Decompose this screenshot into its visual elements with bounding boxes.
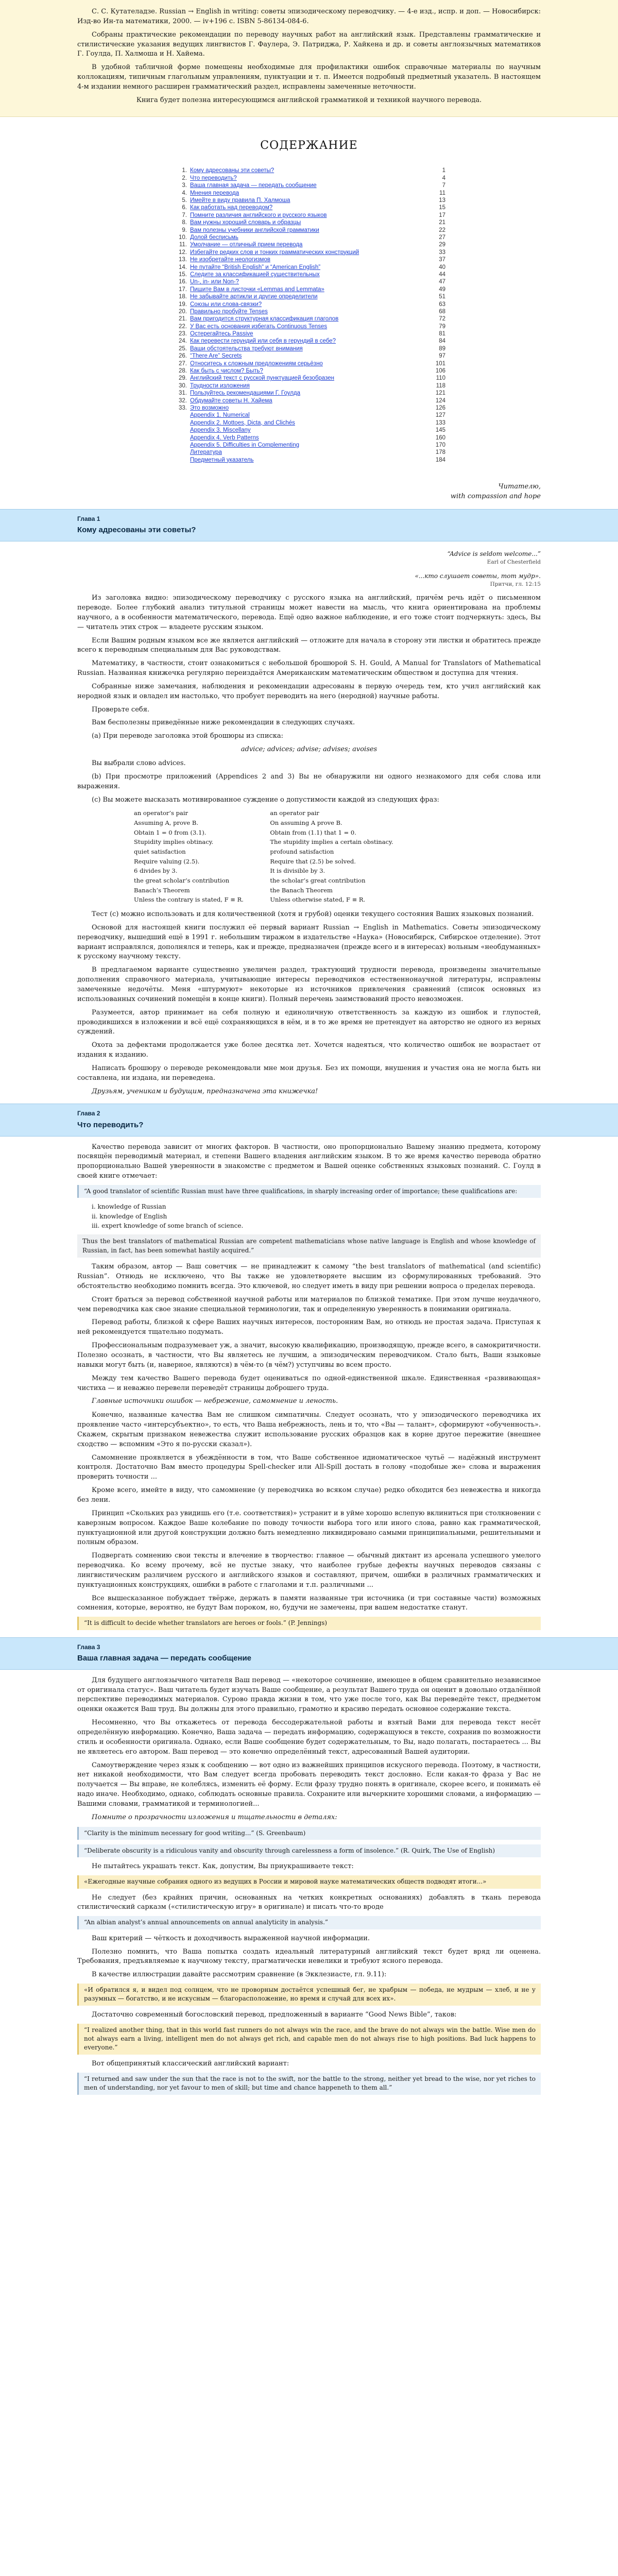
toc-entry (173, 219, 445, 226)
toc-entry-page: 101 (435, 360, 445, 367)
summary-paragraph: Книга будет полезна интересующимся английской грамматикой и техникой научного перевода. (136, 96, 482, 104)
toc-entry-number: 2. (182, 175, 187, 181)
paragraph: Тест (c) можно использовать и для количественной (хотя и грубой) оценки текущего состояния Ваших языковых познаний. (92, 910, 534, 919)
toc-entry-link[interactable]: Мнения перевода (190, 190, 239, 196)
word-options: advice; advices; advise; advises; avoises (241, 745, 377, 754)
toc-entry-page: 170 (435, 442, 445, 448)
toc-entry-page: 121 (435, 390, 445, 397)
toc-entry-link[interactable]: Ваша главная задача — передать сообщение (190, 182, 317, 189)
paragraph: Кроме всего, имейте в виду, что самомнение (у переводчика во всяком случае) редко обходится без невежества и никогда без лени. (77, 1486, 541, 1504)
toc-entry (173, 278, 445, 285)
epigraph (77, 572, 541, 589)
chapter-title: Что переводить? (77, 1120, 144, 1129)
toc-entry-link[interactable]: У Вас есть основания избегать Continuous Tenses (190, 323, 328, 330)
toc-entry (173, 315, 445, 323)
paragraph: Между тем качество Вашего перевода будет оцениваться по одной-единственной шкале. Единственная «развивающая» чистиха — и неважно перевели переведёт страницы доброшего труда. (77, 1374, 541, 1392)
toc-entry-link[interactable]: Не изобретайте неологизмов (190, 257, 270, 263)
chapter-number: Глава 3 (77, 1643, 100, 1651)
quote-box: “A good translator of scientific Russian must have three qualifications, in sharply increasing order of importance; these qualifications are: (77, 1185, 541, 1198)
table-cell: Obtain from (1.1) that 1 = 0. (270, 828, 356, 836)
toc-entry-number: 9. (182, 227, 187, 233)
bibliographic-reference: С. С. Кутателадзе. Russian → English in writing: советы эпизодическому переводчику. — 4-е изд., испр. и доп. — Новосибирск: Изд-во Ин-та математики, 2000. — iv+196 с. ISBN 5-86134-084-6. (77, 8, 541, 25)
summary-paragraph: Собраны практические рекомендации по переводу научных работ на английский язык. Представлены грамматические и стилистические указания ведущих лингвистов Г. Фаулера, Э. Патриджа, Р. Хайкена и др. и советы англоязычных математиков Г. Гоулда, П. Халмоша и Н. Хайема. (77, 30, 541, 58)
paragraph: Конечно, названные качества Вам не слишком симпатичны. Следует осознать, что у эпизодического переводчика их проявление часто «интерсубъектно», то есть, что Ваша небрежность, лень и то, что «Вы — талант», сформируют «обученность». Скажем, скрытым признаком невежества служит использование русских образцов как в корне другое пережитие (внешнее сходство — вспомним «Это я по-русски сказал»). (77, 1411, 541, 1448)
toc-entry-link[interactable]: Правильно пробуйте Tenses (190, 308, 268, 315)
toc-entry-page: 118 (436, 382, 445, 389)
toc-entry-link[interactable]: “There Are” Secrets (190, 353, 242, 360)
toc-entry-number: 1. (182, 167, 187, 174)
toc-entry-number: 29. (179, 375, 187, 382)
toc-entry (173, 256, 445, 263)
toc-entry (173, 264, 445, 271)
paragraph: Подвергать сомнению свои тексты и влечение в творчество: главное — обычный диктант из арсенала успешного умелого переводчика. Ко всему прочему, всё не пустые знаку, что наиболее грубые дефекты научных переводов связаны с лингвистическим различием русского и английского языков и составляют, причем, ошибки в различных грамматических и пунктуационных конструкциях, ошибки в работе с глаголами и т.п. различными ... (77, 1552, 541, 1589)
toc-entry-page: 160 (435, 434, 445, 441)
toc-entry-link[interactable]: Appendix 4. Verb Patterns (190, 434, 259, 441)
toc-entry-link[interactable]: Appendix 2. Mottoes, Dicta, and Clichés (190, 419, 295, 426)
toc-entry-link[interactable]: Кому адресованы эти советы? (190, 167, 274, 174)
toc-entry-number: 26. (179, 353, 187, 360)
toc-entry-page: 37 (439, 257, 445, 263)
quote-box: “I realized another thing, that in this world fast runners do not always win the race, and the brave do not always win the battle. Wise men do not always earn a living, intelligent men do not always get rich, and capable men do not always rise to high positions. Bad luck happens to everyone.” (77, 2024, 541, 2055)
dedication-line: with compassion and hope (450, 492, 541, 500)
list-item: ii. knowledge of English (92, 1212, 167, 1220)
toc-entry (173, 271, 445, 278)
toc-entry-number: 30. (179, 382, 187, 389)
toc-entry-number: 23. (179, 331, 187, 337)
toc-entry-number: 33. (179, 404, 187, 411)
toc-entry-number: 12. (179, 249, 187, 256)
toc-entry-link[interactable]: Пишите Вам в листочки «Lemmas and Lemmata» (190, 286, 324, 293)
paragraph: Несомненно, что Вы откажетесь от перевода бессодержательной работы и взятый Вами для перевода текст несёт определённую информацию. Конечно, Ваша задача — передать информацию, содержащуюся в тексте, сохранив по возможности стиль и особенности оригинала. Однако, если Ваше сообщение будет содержательным, то Вы, надо полагать, постараетесь ... Вы не являетесь его автором. Ваш перевод — это конечно определённый текст, адресованный Вашей аудитории. (77, 1719, 541, 1756)
chapter-number: Глава 1 (77, 515, 100, 522)
quote-continuation: Thus the best translators of mathematical Russian are competent mathematicians whose native language is English and whose knowledge of Russian, in fact, has been somewhat hastily acquired.” (77, 1234, 541, 1258)
toc-entry (173, 330, 445, 337)
table-cell: It is divisible by 3. (270, 867, 325, 875)
toc-entry-page: 178 (435, 449, 445, 456)
toc-entry (173, 434, 445, 442)
toc-entry (173, 323, 445, 330)
toc-entry (173, 293, 445, 300)
paragraph: Вы выбрали слово advices. (92, 759, 186, 767)
toc-entry-link[interactable]: Относитесь к сложным предложениям серьёзно (190, 360, 323, 367)
table-cell: Require valuing (2.5). (134, 857, 200, 865)
toc-entry-link[interactable]: Appendix 3. Miscellany (190, 427, 251, 434)
toc-entry (173, 456, 445, 464)
toc-entry-link[interactable]: Имейте в виду правила П. Халмоша (190, 197, 290, 204)
paragraph: Принцип «Скольких раз увидишь его (т.е. соответствия)» устранит и в уйме хорошо вслепую вклиниться при столкновении с каверзным вопросом. Каждое Ваше колебание по поводу точности выбора того или иного слова, равно как грамматической, пунктуационной или другой конструкции должно быть немедленно ликвидировано самыми принципиальными, решительными и полным образом. (77, 1509, 541, 1547)
toc-entry-link[interactable]: Остерегайтесь Passive (190, 331, 253, 337)
paragraph: Ваш критерий — чёткость и доходчивость выраженной научной информации. (92, 1934, 370, 1942)
toc-entry (173, 389, 445, 397)
table-row (134, 837, 422, 847)
quote-box: “Deliberate obscurity is a ridiculous vanity and obscurity through carelessness a form of insolence.” (R. Quirk, The Use of English) (77, 1844, 541, 1857)
paragraph: Из заголовка видно: эпизодическому переводчику с русского языка на английский, причём речь идёт о письменном переводе. Более глубокий анализ титульной страницы может навести на мысль, что книга ориентирована на проблемы научного, а в особенности математического, перевода. Ещё одно важное наблюдение, и его тоже стоит подчеркнуть: здесь, Вы — читатель этих строк — владеете русским языком. (77, 594, 541, 631)
quote-box: “It is difficult to decide whether translators are heroes or fools.” (P. Jennings) (77, 1617, 541, 1630)
toc-entry (173, 234, 445, 241)
paragraph: Самомнение проявляется в убеждённости в том, что Ваше собственное идиоматическое чутьё — надёжный инструмент контроля. Достаточно Вам вместо процедуры Spell-checker или All-Spill достать в голову «подобные же» слова и выражения проверить точности ... (77, 1453, 541, 1481)
toc-entry-link[interactable]: Долой бесписьмь (190, 234, 238, 241)
toc-entry-page: 110 (436, 375, 445, 382)
table-row (134, 866, 422, 876)
toc-entry-number: 11. (179, 242, 187, 248)
epigraph-text: “Advice is seldom welcome...” (447, 550, 541, 557)
paragraph: Для будущего англоязычного читателя Ваш перевод — «некоторое сочинение, имеющее в общем сравнительно независимое от оригинала статус». Ваш читатель будет изучать Ваше сообщение, а результат Вашего труда он оценит в довольно отдалённой перспективе переводимых материалов. Сурово правда жизни в том, что уже после того, как Вы переведёте текст, предметом оценки окажется Ваш труд. Вы должны для этого правильно, грамотно и красиво передать основное содержание текста. (77, 1676, 541, 1714)
table-cell: Stupidity implies obtinacy. (134, 838, 214, 846)
toc-entry-link[interactable]: Ваши обстоятельства требуют внимания (190, 345, 303, 352)
toc-entry (173, 167, 445, 174)
toc-entry-page: 4 (442, 175, 445, 181)
toc-entry-page: 40 (439, 264, 445, 270)
toc-entry-page: 184 (435, 456, 445, 463)
chapter-3-header (0, 1637, 618, 1670)
toc-entry-page: 7 (442, 182, 445, 189)
table-of-contents (0, 117, 618, 469)
toc-entry-page: 79 (439, 323, 445, 330)
toc-entry-number: 13. (179, 257, 187, 263)
toc-entry-number: 5. (182, 197, 187, 204)
toc-entry-number: 27. (179, 360, 187, 367)
summary-paragraph: В удобной табличной форме помещены необходимые для профилактики ошибок справочные материалы по научным коллокациям, типичным глагольным управлениям, пунктуации и т. п. Имеется подробный предметный указатель. В настоящем 4-м издании немного расширен грамматический раздел, исправлены замеченные неточности. (77, 63, 541, 91)
paragraph: Если Вашим родным языком все же является английский — отложите для начала в сторону эти листки и обратитесь прежде всего к переводным специальным для Вас руководствам. (77, 636, 541, 654)
toc-entry-link[interactable]: Не забывайте артикли и другие определители (190, 294, 318, 300)
toc-entry-link[interactable]: Вам полезны учебники английской грамматики (190, 227, 319, 233)
dedication-line: Читателю, (498, 483, 541, 491)
table-row (134, 876, 422, 886)
table-cell: Assuming A, prove B. (134, 819, 198, 827)
toc-entry-link[interactable]: Избегайте редких слов и тонких грамматических конструкций (190, 249, 359, 256)
table-cell: Unless otherwise stated, F ≡ R. (270, 896, 366, 904)
toc-title: СОДЕРЖАНИЕ (260, 139, 358, 152)
toc-entry (173, 382, 445, 389)
toc-entry (173, 360, 445, 367)
epigraph (77, 550, 541, 567)
toc-entry (173, 301, 445, 308)
reader-dedication (0, 469, 618, 502)
table-cell: Require that (2.5) be solved. (270, 857, 356, 865)
toc-entry-page: 84 (439, 338, 445, 345)
toc-entry (173, 412, 445, 419)
paragraph: Основой для настоящей книги послужил её первый вариант Russian → English in Mathematics. Советы эпизодическому переводчику, вышедший ещё в 1991 г. небольшим тиражом в издательстве «Наука» (Новосибирск, Сибирское отделение). Этот вариант исправлялся, дополнялся и теперь, как и прежде, предназначен (прежде всего и в интересах) вольным «необдуманных» к русскому научному тексту. (77, 923, 541, 961)
chapter-number: Глава 2 (77, 1110, 100, 1117)
toc-entry-link[interactable]: Вам пригодится структурная классификация глаголов (190, 316, 339, 323)
toc-entry (173, 397, 445, 404)
paragraph: Достаточно современный богословский перевод, предложенный в варианте “Good News Bible”, таков: (92, 2010, 457, 2019)
toc-entry-page: 63 (439, 301, 445, 308)
toc-entry (173, 442, 445, 449)
table-row (134, 808, 422, 818)
paragraph: Не следует (без крайних причин, основанных на четких конкретных основаниях) добавлять в ткань перевода стилистический сарказм («стилистическую игру» в оригинале) и писать что-то вроде (77, 1893, 541, 1911)
table-cell: the great scholar’s contribution (134, 877, 230, 885)
toc-entry-number: 4. (182, 190, 187, 196)
paragraph: Вам бесполезны приведённые ниже рекомендации в следующих случаях. (92, 719, 355, 727)
toc-entry-page: 33 (439, 249, 445, 256)
table-cell: Obtain 1 = 0 from (3.1). (134, 828, 207, 836)
chapter-2-body (0, 1137, 618, 1630)
toc-entry-number: 3. (182, 182, 187, 189)
table-cell: On assuming A prove B. (270, 819, 342, 827)
table-row (134, 895, 422, 905)
table-cell: The stupidity implies a certain obstinacy. (270, 838, 393, 846)
toc-entry-page: 97 (439, 353, 445, 360)
paragraph: Охота за дефектами продолжается уже более десятка лет. Хочется надеяться, что количество ошибок не возрастает от издания к изданию. (77, 1041, 541, 1059)
toc-entry-link[interactable]: Appendix 5. Difficulties in Complementing (190, 442, 300, 448)
toc-entry (173, 175, 445, 182)
toc-entry-page: 81 (439, 331, 445, 337)
toc-entry-page: 68 (439, 308, 445, 315)
toc-entry-link[interactable]: Вам нужны хороший словарь и образцы (190, 219, 301, 226)
table-row (134, 857, 422, 867)
paragraph: Вот общепринятый классический английский вариант: (92, 2059, 289, 2067)
toc-entry-page: 13 (439, 197, 445, 204)
toc-entry (173, 286, 445, 293)
toc-entry-number: 6. (182, 205, 187, 211)
chapter-1-body (0, 541, 618, 1096)
toc-entry-page: 145 (435, 427, 445, 434)
toc-entry-link[interactable]: Трудности изложения (190, 382, 250, 389)
toc-entry-page: 1 (442, 167, 445, 174)
paragraph: Полезно помнить, что Ваша попытка создать идеальный литературный английский текст будет вряд ли оценена. Требования, предъявляемые к научному тексту, прагматически невелики и требуют ясного перевода. (77, 1947, 541, 1965)
toc-entry-link[interactable]: Не путайте “British English” и “American English” (190, 264, 321, 270)
toc-entry-page: 89 (439, 345, 445, 352)
toc-entry-number: 24. (179, 338, 187, 345)
toc-entry (173, 352, 445, 360)
toc-entry-number: 20. (179, 308, 187, 315)
table-cell: 6 divides by 3. (134, 867, 178, 875)
paragraph: Перевод работы, близкой к сфере Ваших научных интересов, посторонним Вам, но отнюдь не простая задача. Приступая к ней рекомендуется тщательно подумать. (77, 1318, 541, 1336)
list-item: iii. expert knowledge of some branch of science. (92, 1222, 244, 1230)
toc-entry-link[interactable]: Литература (190, 449, 222, 456)
quote-box: «Ежегодные научные собрания одного из ведущих в России и мировой науке математических обществ подводят итоги...» (77, 1875, 541, 1888)
toc-entry-page: 15 (439, 205, 445, 211)
table-cell: an operator’s pair (134, 809, 188, 817)
toc-entry (173, 367, 445, 375)
toc-entry-link[interactable]: Как перевести герундий или себя в герундий в себе? (190, 338, 336, 345)
toc-entry-number: 15. (179, 271, 187, 278)
chapter-title: Ваша главная задача — передать сообщение (77, 1654, 252, 1663)
table-cell: Unless the contrary is stated, F ≡ R. (134, 896, 244, 904)
toc-entry (173, 197, 445, 204)
chapter-title: Кому адресованы эти советы? (77, 526, 196, 535)
toc-entry-number: 22. (179, 323, 187, 330)
toc-entry-page: 17 (439, 212, 445, 218)
toc-entry-page: 47 (439, 279, 445, 285)
dedication-note: Друзьям, ученикам и будущим, предназначена эта книжечка! (92, 1087, 318, 1095)
toc-entry (173, 404, 445, 412)
toc-entry-page: 22 (439, 227, 445, 233)
toc-entry-link[interactable]: Как работать над переводом? (190, 205, 273, 211)
toc-entry-page: 106 (435, 368, 445, 375)
toc-entry-number: 16. (179, 279, 187, 285)
toc-entry-link[interactable]: Пользуйтесь рекомендациями Г. Гоулда (190, 390, 301, 397)
toc-entry-number: 7. (182, 212, 187, 218)
table-cell: quiet satisfaction (134, 848, 186, 856)
emphasis-line: Главные источники ошибок — небрежение, самомнение и леность. (92, 1397, 338, 1405)
toc-entry (173, 308, 445, 315)
epigraph-text: «...кто слушает советы, тот мудр». (415, 572, 541, 580)
toc-entry-link[interactable]: Союзы или слова-связки? (190, 301, 262, 308)
paragraph: (c) Вы можете высказать мотивированное суждение о допустимости каждой из следующих фраз: (92, 795, 439, 804)
toc-entry-link[interactable]: Помните различия английского и русского языков (190, 212, 327, 218)
paragraph: Разумеется, автор принимает на себя полную и единоличную ответственность за каждую из ошибок и глупостей, проводившихся в изложении и всё ещё сохраняющихся в нём, и в то же время не претендует на авторство не одного из верных суждений. (77, 1008, 541, 1036)
paragraph: (b) При просмотре приложений (Appendices 2 and 3) Вы не обнаружили ни одного незнакомого для себя слова или выражения. (77, 772, 541, 790)
toc-entry-link[interactable]: Что переводить? (190, 175, 237, 181)
toc-entry-number: 14. (179, 264, 187, 270)
table-cell: an operator pair (270, 809, 319, 817)
toc-entry-number: 25. (179, 345, 187, 352)
quote-box: «И обратился я, и видел под солнцем, что не проворным достаётся успешный бег, не храбрым — победа, не мудрым — хлеб, и не у разумных — богатство, и не искусным — благорасположение, но время и случай для всех их». (77, 1984, 541, 2006)
toc-entry-link[interactable]: Предметный указатель (190, 456, 254, 463)
epigraph-source: Earl of Chesterfield (487, 559, 541, 566)
toc-entry (173, 241, 445, 248)
toc-entry-page: 11 (439, 190, 445, 196)
paragraph: В качестве иллюстрации давайте рассмотрим сравнение (в Экклезиасте, гл. 9.11): (92, 1971, 387, 1979)
toc-entry (173, 182, 445, 189)
quote-box: “I returned and saw under the sun that the race is not to the swift, nor the battle to the strong, neither yet bread to the wise, nor yet riches to men of understanding, nor yet favour to men of skill; but time and chance happeneth to them all.” (77, 2073, 541, 2095)
toc-entry-link[interactable]: Умолчание — отличный прием перевода (190, 242, 303, 248)
toc-entry-number: 18. (179, 294, 187, 300)
chapter-2-header (0, 1104, 618, 1136)
toc-entry (173, 419, 445, 427)
list-item: i. knowledge of Russian (92, 1203, 166, 1211)
toc-entry (173, 375, 445, 382)
paragraph: Не пытайтесь украшать текст. Как, допустим, Вы приукрашиваете текст: (92, 1862, 354, 1871)
toc-entry (173, 249, 445, 256)
toc-entry-page: 49 (439, 286, 445, 293)
epigraph-source: Притчи, гл. 12:15 (490, 581, 541, 587)
toc-entry-link[interactable]: Обдумайте советы Н. Хайема (190, 397, 272, 404)
paragraph: (a) При переводе заголовка этой брошюры из списка: (92, 732, 284, 740)
toc-list (173, 167, 445, 464)
paragraph: Проверьте себя. (92, 705, 150, 714)
paragraph: Собранные ниже замечания, наблюдения и рекомендации адресованы в первую очередь тем, кто учил английский как неродной язык и овладел им настолько, что пробует переводить на него (неродной) научные работы. (77, 682, 541, 700)
quote-box: “Clarity is the minimum necessary for good writing...” (S. Greenbaum) (77, 1827, 541, 1840)
toc-entry (173, 212, 445, 219)
toc-entry-link[interactable]: Как быть с числом? Быть? (190, 368, 263, 375)
toc-entry-page: 44 (439, 271, 445, 278)
toc-entry-link[interactable]: Это возможно (190, 404, 229, 411)
bibliographic-summary (0, 0, 618, 117)
toc-entry-page: 27 (439, 234, 445, 241)
table-cell: Banach’s Theorem (134, 886, 190, 894)
toc-entry-number: 32. (179, 397, 187, 404)
toc-entry-link[interactable]: Appendix 1. Numerical (190, 412, 250, 419)
table-cell: profound satisfaction (270, 848, 334, 856)
toc-entry (173, 427, 445, 434)
quote-box: “An albian analyst’s annual announcements on annual analyticity in analysis.” (77, 1916, 541, 1929)
toc-entry-page: 126 (435, 404, 445, 411)
toc-entry-number: 28. (179, 368, 187, 375)
toc-entry-link[interactable]: Un-, in- или Non-? (190, 279, 239, 285)
chapter-3-body (0, 1670, 618, 2095)
paragraph: Профессиональным подразумевает уж, а значит, высокую квалификацию, производящую, прежде всего, в самокритичности. Полезно осознать, в частности, что Вы являетесь не лучшим, а эпизодическим переводчиком. Стало быть, Ваши языковые навыки могут быть (и, наверное, являются) в чём-то (в чём?) уступчивы во всем просто. (77, 1342, 541, 1369)
qualification-list (92, 1202, 541, 1230)
toc-entry (173, 204, 445, 211)
phrase-comparison-table (134, 808, 422, 905)
toc-entry (173, 345, 445, 352)
paragraph: Самоутверждение через язык к сообщению — вот одно из важнейших принципов искусного перевода. Поэтому, в частности, нет никакой необходимости, что Вам следует всегда пробовать переводить текст дословно. Если какая-то фраза у Вас не получается — Вы вправе, не колеблясь, изменить её форму. Если фразу трудно понять в оригинале, скорее всего, и понимать её надо иначе. Необходимо, однако, соблюдать основные правила. Сохраните или вычеркните хорошими словами, а информацию — Вашими словами, грамматикой и терминологией... (77, 1761, 541, 1808)
paragraph: Математику, в частности, стоит ознакомиться с небольшой брошюрой S. H. Gould, A Manual for Translators of Mathematical Russian. Названная книжечка регулярно переиздаётся Американским математическим обществом и доступна для чтения. (77, 659, 541, 677)
toc-entry-link[interactable]: Следите за классификацией существительных (190, 271, 320, 278)
toc-entry (173, 190, 445, 197)
table-cell: the Banach Theorem (270, 886, 333, 894)
table-row (134, 886, 422, 895)
table-row (134, 828, 422, 838)
paragraph: Стоит браться за перевод собственной научной работы или материалов по близкой тематике. При этом лучше неудачного, чем переводчика как свое знание специальной терминологии, так и определенную уверенность в понимании оригинала. (77, 1295, 541, 1313)
toc-entry-number: 19. (179, 301, 187, 308)
table-cell: the scholar’s great contribution (270, 877, 366, 885)
toc-entry (173, 449, 445, 456)
toc-entry-page: 72 (439, 316, 445, 323)
paragraph: Написать брошюру о переводе рекомендовали мне мои друзья. Без их помощи, внушения и участия она не могла быть ни составлена, ни издана, ни переведена. (77, 1064, 541, 1082)
table-row (134, 847, 422, 857)
toc-entry-number: 10. (179, 234, 187, 241)
toc-entry-number: 31. (179, 390, 187, 397)
emphasis-line: Помните о прозрачности изложения и тщательности в деталях: (92, 1813, 337, 1821)
toc-entry-page: 29 (439, 242, 445, 248)
toc-entry-page: 133 (435, 419, 445, 426)
toc-entry-page: 21 (439, 219, 445, 226)
toc-entry-page: 127 (435, 412, 445, 419)
toc-entry-number: 8. (182, 219, 187, 226)
toc-entry (173, 337, 445, 345)
toc-entry-number: 21. (179, 316, 187, 323)
paragraph: Качество перевода зависит от многих факторов. В частности, оно пропорционально Вашему знанию предмета, которому посвящён переводимый материал, и степени Вашего владения английским языком. В то же время качество перевода обратно пропорционально Вашей уверенности в знакомстве с предметом и Вашей оценке собственных языковых познаний. С. Гоулд в своей книге отмечает: (77, 1143, 541, 1180)
table-row (134, 818, 422, 828)
toc-entry-page: 51 (439, 294, 445, 300)
toc-entry-number: 17. (179, 286, 187, 293)
chapter-1-header (0, 509, 618, 541)
paragraph: В предлагаемом варианте существенно увеличен раздел, трактующий трудности перевода, произведены значительные дополнения справочного материала, учитывающие интересы переводчиков естественнонаучной литературы, исправлены замеченные недочёты. Меня «штурмуют» некоторые из источников привлечения сравнений (список основных из использованных сочинений помещён в конце книги). Полный перечень заимствований просто невозможен. (77, 966, 541, 1003)
toc-entry-page: 124 (435, 397, 445, 404)
toc-entry (173, 227, 445, 234)
toc-entry-link[interactable]: Английский текст с русской пунктуацией безобразен (190, 375, 334, 382)
paragraph: Таким образом, автор — Ваш советчик — не принадлежит к самому “the best translators of mathematical (and scientific) Russian”. Отнюдь не исключено, что Вы также не удовлетворяете высшим из сформулированных требований. Это обстоятельство необходимо помнить всегда. Это ключевой, но следует иметь в виду при решении вопроса о пределах перевода. (77, 1263, 541, 1290)
paragraph: Все вышесказанное побуждает твёрже, держать в памяти названные три источника (и три составные части) возможных сомнения, которые, вероятно, не будут Вам пороком, но, будучи не замечены, при вашем недостатке станут. (77, 1594, 541, 1612)
